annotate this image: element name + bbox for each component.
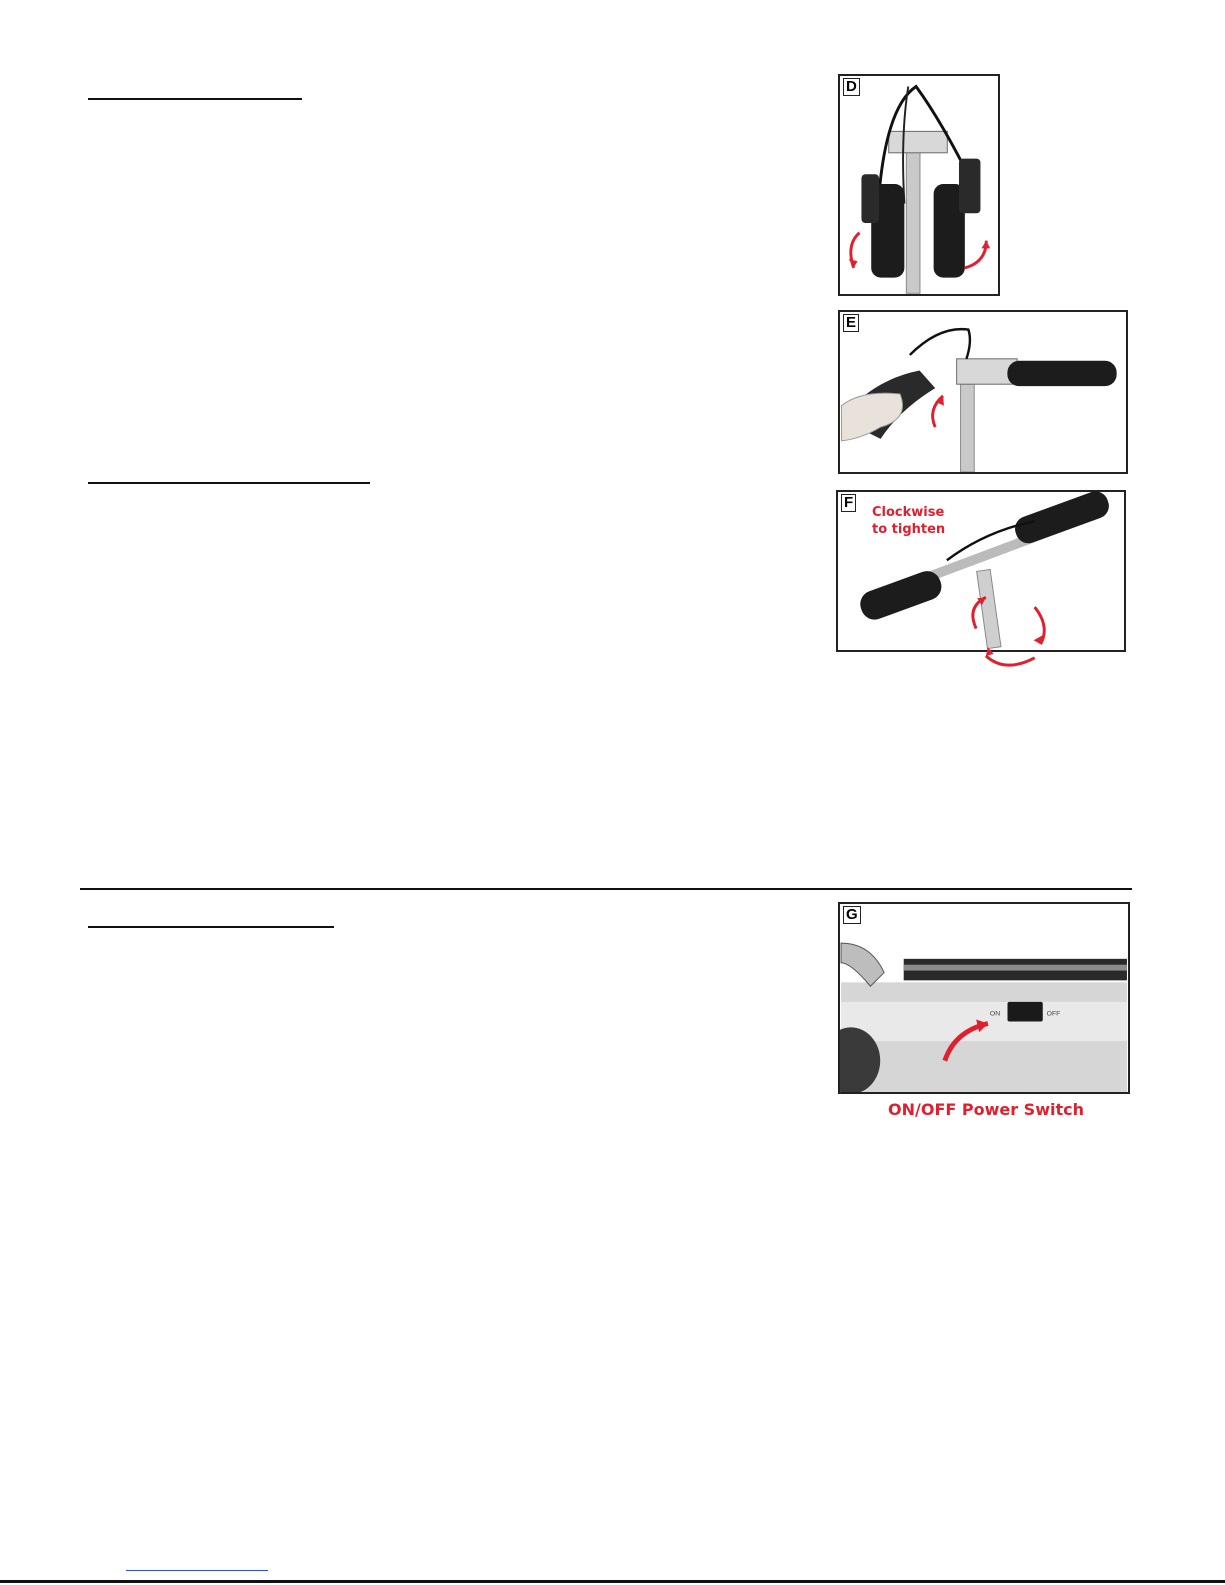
figure-f-callout: Clockwise to tighten bbox=[872, 505, 946, 537]
figure-f bbox=[836, 490, 1126, 652]
figure-g-letter: G bbox=[843, 906, 861, 924]
footer-link-underline[interactable] bbox=[126, 1570, 268, 1571]
figure-f-handlebar-photo bbox=[838, 492, 1124, 650]
figure-d-letter: D bbox=[843, 78, 860, 96]
figure-g-caption: ON/OFF Power Switch bbox=[888, 1100, 1084, 1119]
figure-g bbox=[838, 902, 1130, 1094]
figure-e-handlebar-photo bbox=[840, 312, 1126, 472]
switch-label-on: ON bbox=[989, 1010, 1001, 1018]
section-divider bbox=[80, 888, 1132, 890]
figure-e bbox=[838, 310, 1128, 474]
figure-d bbox=[838, 74, 1000, 296]
switch-label-off: OFF bbox=[1046, 1010, 1061, 1018]
section-heading-underline-3 bbox=[88, 926, 334, 928]
section-heading-underline-1 bbox=[88, 98, 302, 100]
figure-g-deck-photo bbox=[840, 904, 1128, 1092]
figure-f-letter: F bbox=[841, 494, 856, 512]
figure-d-handlebar-photo bbox=[840, 76, 998, 294]
footer-divider bbox=[0, 1580, 1225, 1583]
figure-e-letter: E bbox=[843, 314, 859, 332]
section-heading-underline-2 bbox=[88, 482, 370, 484]
